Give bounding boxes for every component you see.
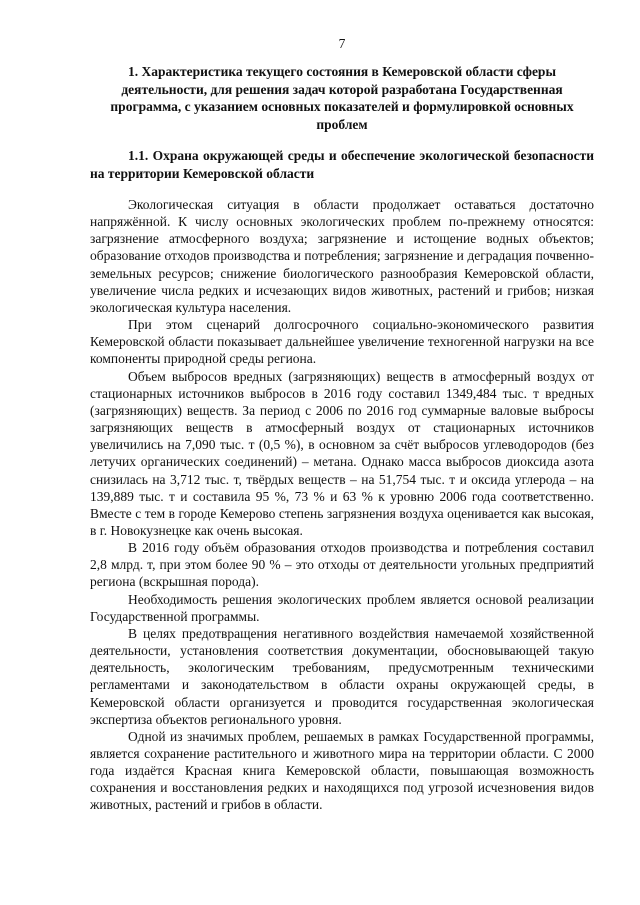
document-page <box>90 36 594 814</box>
paragraph: Объем выбросов вредных (загрязняющих) веществ в атмосферный воздух от стационарных источников выбросов в 2016 году составил 1349,484 тыс. т вредных (загрязняющих) веществ. За период с 2006 по 2016 год суммарные валовые выбросы загрязняющих веществ в атмосферный воздух от стационарных источников увеличились на 7,090 тыс. т (0,5 %), в основном за счёт выбросов углеводородов (без летучих органических соединений) – метана. Однако масса выбросов диоксида азота снизилась на 3,712 тыс. т, твёрдых веществ – на 51,754 тыс. т и оксида углерода – на 139,889 тыс. т и составила 95 %, 73 % и 63 % к уровню 2006 года соответственно. Вместе с тем в городе Кемерово степень загрязнения воздуха оценивается как высокая, в г. Новокузнецке как очень высокая. <box>90 368 594 538</box>
page-number: 7 <box>338 36 346 51</box>
subsection-title: 1.1. Охрана окружающей среды и обеспечение экологической безопасности на территории Кемеровской области <box>90 148 594 181</box>
paragraph: В 2016 году объём образования отходов производства и потребления составил 2,8 млрд. т, при этом более 90 % – это отходы от деятельности угольных предприятий региона (вскрышная порода). <box>90 540 594 590</box>
section-title: 1. Характеристика текущего состояния в Кемеровской области сферы деятельности, для решения задач которой разработана Государственная программа, с указанием основных показателей и формулировкой основных проблем <box>110 64 574 132</box>
body-text <box>90 196 594 814</box>
paragraph: Необходимость решения экологических проблем является основой реализации Государственной программы. <box>90 591 594 624</box>
paragraph: Одной из значимых проблем, решаемых в рамках Государственной программы, является сохранение растительного и животного мира на территории области. С 2000 года издаётся Красная книга Кемеровской области, повышающая возможность сохранения и восстановления редких и находящихся под угрозой исчезновения видов животных, растений и грибов в области. <box>90 728 594 813</box>
paragraph: Экологическая ситуация в области продолжает оставаться достаточно напряжённой. К числу основных экологических проблем по-прежнему относятся: загрязнение атмосферного воздуха; загрязнение и истощение водных объектов; образование отходов производства и потребления; загрязнение и деградация почвенно-земельных ресурсов; снижение биологического разнообразия Кемеровской области, увеличение числа редких и исчезающих видов животных, растений и грибов; низкая экологическая культура населения. <box>90 197 594 315</box>
paragraph: При этом сценарий долгосрочного социально-экономического развития Кемеровской области показывает дальнейшее увеличение техногенной нагрузки на все компоненты природной среды региона. <box>90 317 594 367</box>
paragraph: В целях предотвращения негативного воздействия намечаемой хозяйственной деятельности, установления соответствия документации, обосновывающей такую деятельность, экологическим требованиям, предусмотренным техническими регламентами и законодательством в области охраны окружающей среды, в Кемеровской области организуется и проводится государственная экологическая экспертиза объектов регионального уровня. <box>90 625 594 727</box>
